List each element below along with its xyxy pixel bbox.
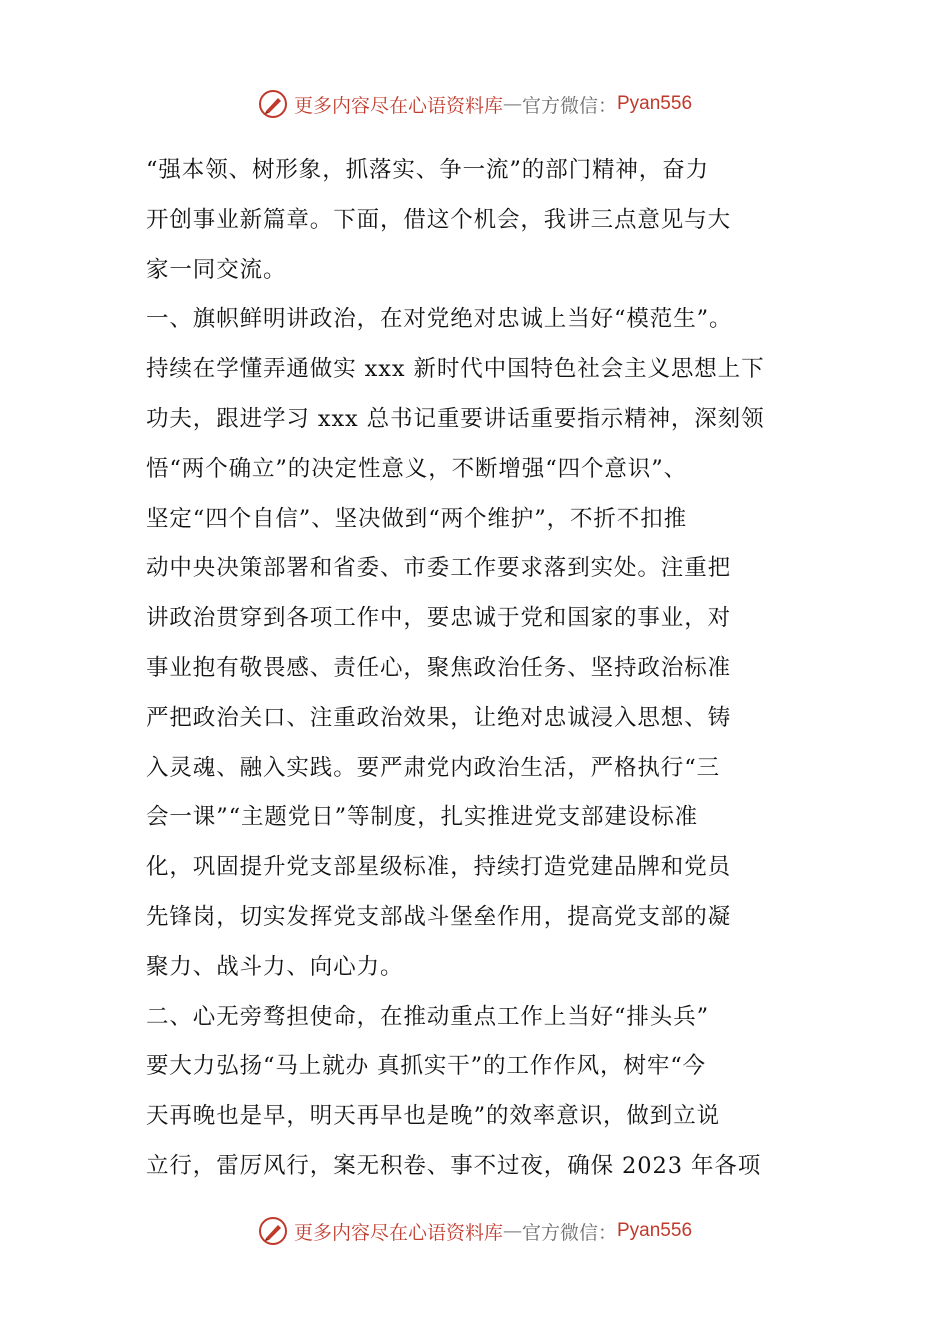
pen-logo-icon: [258, 89, 288, 119]
body-line: 天再晚也是早，明天再早也是晚”的效率意识，做到立说: [146, 1103, 721, 1130]
body-line: 事业抱有敬畏感、责任心，聚焦政治任务、坚持政治标准: [146, 654, 732, 681]
header-separator: —: [502, 93, 522, 115]
header-brand-text: 更多内容尽在心语资料库: [293, 94, 503, 117]
body-line: 化，巩固提升党支部星级标准，持续打造党建品牌和党员: [146, 854, 732, 881]
body-line: 开创事业新篇章。下面，借这个机会，我讲三点意见与大: [146, 206, 732, 233]
footer-brand-text: 更多内容尽在心语资料库: [293, 1221, 503, 1244]
footer-official-label: 官方微信：: [521, 1221, 617, 1244]
body-line: 坚定“四个自信”、坚决做到“两个维护”，不折不扣推: [146, 505, 688, 532]
section-heading-1: 一、旗帜鲜明讲政治，在对党绝对忠诚上当好“模范生”。: [146, 306, 733, 333]
header-wechat-id: Pyan556: [617, 93, 693, 114]
body-line: 家一同交流。: [146, 256, 287, 283]
body-line: 立行，雷厉风行，案无积卷、事不过夜，确保 2023 年各项: [146, 1152, 762, 1179]
pen-logo-icon: [258, 1216, 288, 1246]
document-body: [146, 146, 806, 1192]
body-line: 讲政治贯穿到各项工作中，要忠诚于党和国家的事业，对: [146, 605, 732, 632]
body-line: 严把政治关口、注重政治效果，让绝对忠诚浸入思想、铸: [146, 704, 732, 731]
body-line: “强本领、树形象，抓落实、争一流”的部门精神，奋力: [146, 157, 710, 183]
body-line: 先锋岗，切实发挥党支部战斗堡垒作用，提高党支部的凝: [146, 903, 732, 930]
footer-watermark-banner: [0, 1211, 950, 1251]
body-line: 持续在学懂弄通做实 xxx 新时代中国特色社会主义思想上下: [146, 356, 765, 383]
body-line: 要大力弘扬“马上就办 真抓实干”的工作作风，树牢“今: [146, 1053, 707, 1080]
header-official-label: 官方微信：: [521, 94, 617, 117]
footer-wechat-id: Pyan556: [617, 1220, 693, 1241]
section-heading-2: 二、心无旁骛担使命，在推动重点工作上当好“排头兵”: [146, 1003, 710, 1030]
body-line: 动中央决策部署和省委、市委工作要求落到实处。注重把: [146, 555, 732, 582]
body-line: 入灵魂、融入实践。要严肃党内政治生活，严格执行“三: [146, 754, 721, 781]
body-line: 会一课”“主题党日”等制度，扎实推进党支部建设标准: [146, 804, 699, 831]
footer-separator: —: [502, 1220, 522, 1242]
header-watermark-banner: [0, 84, 950, 124]
body-line: 悟“两个确立”的决定性意义，不断增强“四个意识”、: [146, 455, 688, 482]
body-line: 聚力、战斗力、向心力。: [146, 953, 404, 980]
body-line: 功夫，跟进学习 xxx 总书记重要讲话重要指示精神，深刻领: [146, 405, 765, 432]
